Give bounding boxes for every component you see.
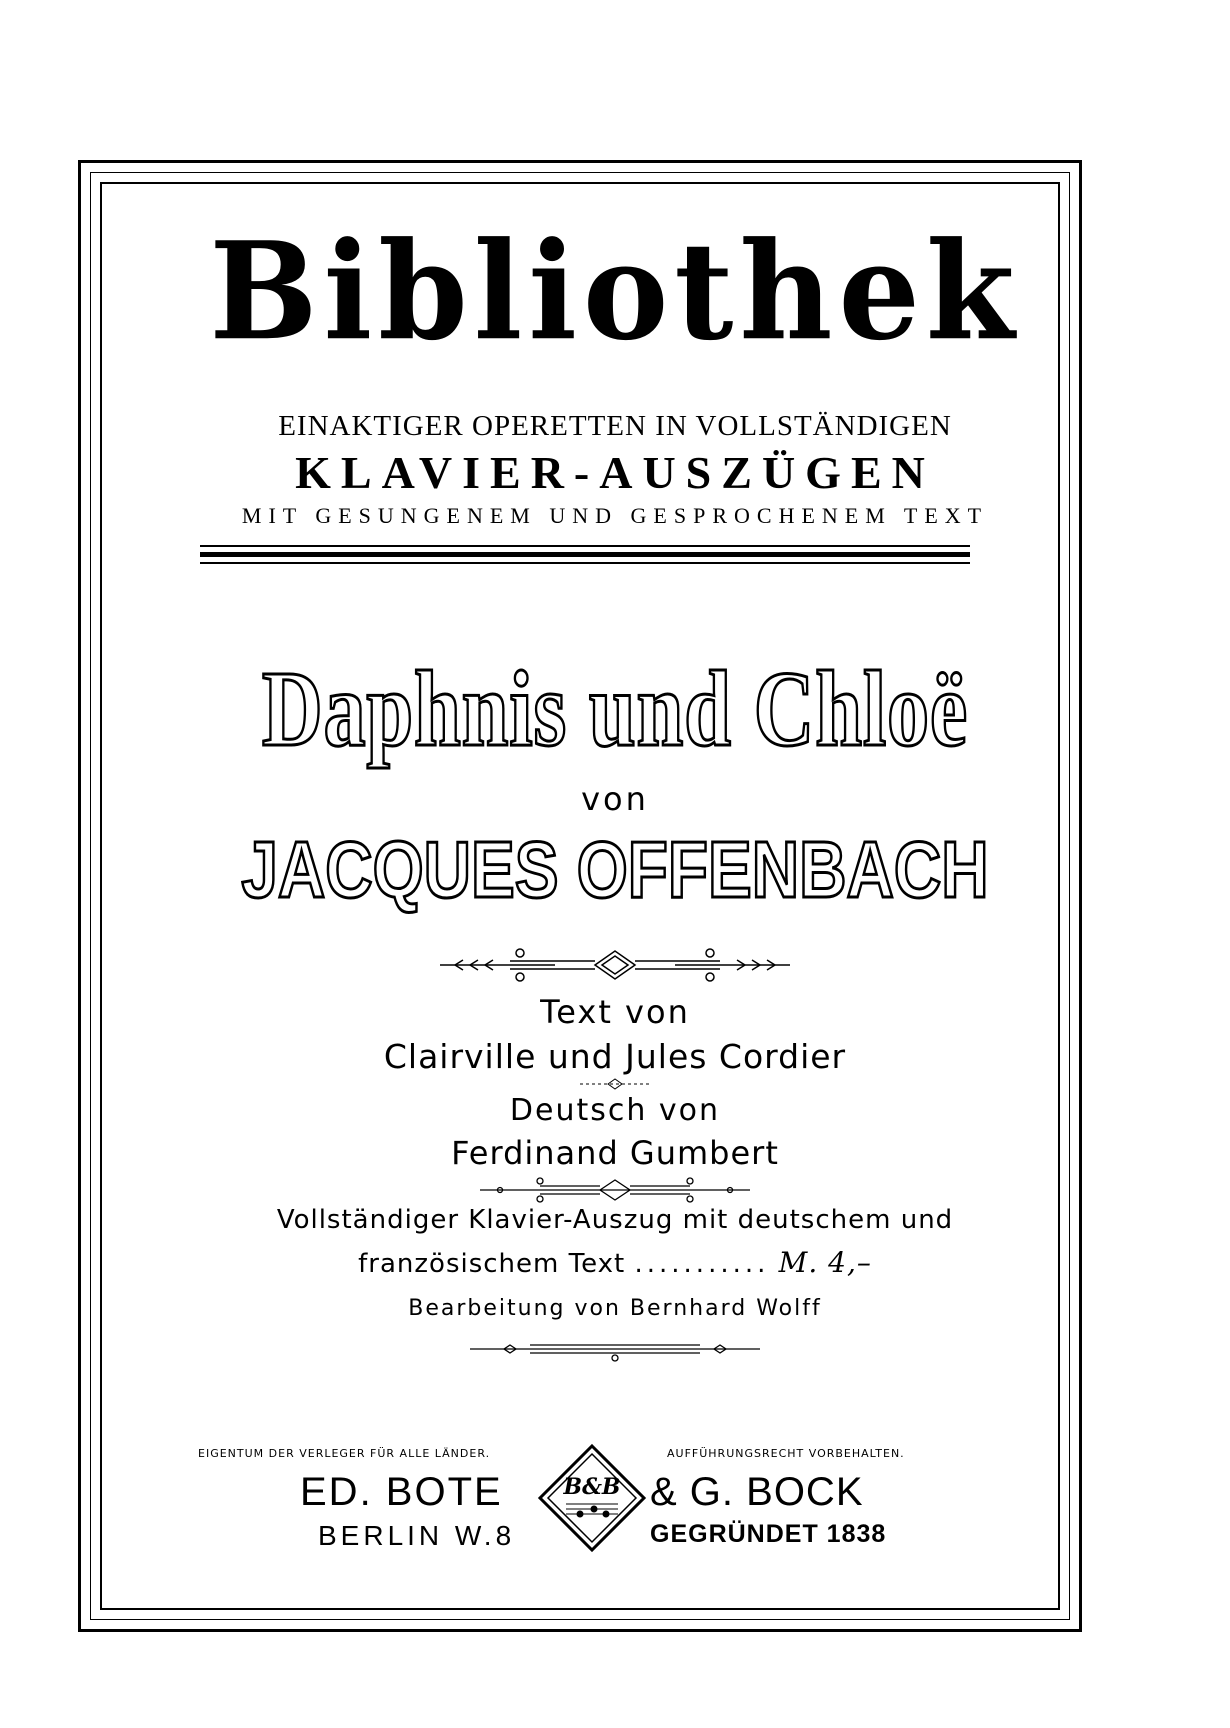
price: M. 4,– xyxy=(778,1246,872,1279)
ornament-divider-2 xyxy=(0,1172,1230,1208)
rights-right: AUFFÜHRUNGSRECHT VORBEHALTEN. xyxy=(667,1447,905,1460)
edition-line-1: Vollständiger Klavier-Auszug mit deutschem und xyxy=(276,1205,954,1235)
arrangement-credit: Bearbeitung von Bernhard Wolff xyxy=(408,1296,822,1321)
work-by: von xyxy=(581,780,649,818)
librettists: Clairville und Jules Cordier xyxy=(383,1037,847,1076)
text-by-label: Text von xyxy=(540,993,690,1031)
ornament-divider-3 xyxy=(0,1334,1230,1364)
translator: Ferdinand Gumbert xyxy=(451,1134,779,1172)
header-rule-top xyxy=(200,545,970,547)
price-leader-dots: ........... xyxy=(634,1249,770,1279)
publisher-founded: GEGRÜNDET 1838 xyxy=(650,1520,887,1548)
edition-line-2-row xyxy=(0,1246,1230,1279)
logo-monogram: B&B xyxy=(563,1474,621,1500)
work-title: Daphnis und Chloë xyxy=(261,650,969,769)
publisher-city: BERLIN W.8 xyxy=(318,1520,516,1551)
composer-name: JACQUES OFFENBACH xyxy=(241,825,989,914)
series-subtitle-1: EINAKTIGER OPERETTEN IN VOLLSTÄNDIGEN xyxy=(278,410,952,442)
publisher-logo-diamond xyxy=(536,1442,648,1562)
series-title: Bibliothek xyxy=(209,213,1021,371)
header-rule-bottom xyxy=(200,562,970,564)
small-ornament-1 xyxy=(0,1077,1230,1091)
german-by-label: Deutsch von xyxy=(509,1093,721,1128)
ornament-divider-1 xyxy=(0,940,1230,990)
series-subtitle-3: MIT GESUNGENEM UND GESPROCHENEM TEXT xyxy=(241,503,989,528)
edition-line-2: französischem Text xyxy=(358,1249,626,1279)
series-subtitle-2: KLAVIER-AUSZÜGEN xyxy=(295,447,935,498)
header-rule-middle xyxy=(200,552,970,557)
publisher-name-left: ED. BOTE xyxy=(300,1470,503,1514)
publisher-name-right: & G. BOCK xyxy=(650,1470,864,1514)
rights-left: EIGENTUM DER VERLEGER FÜR ALLE LÄNDER. xyxy=(198,1447,491,1460)
